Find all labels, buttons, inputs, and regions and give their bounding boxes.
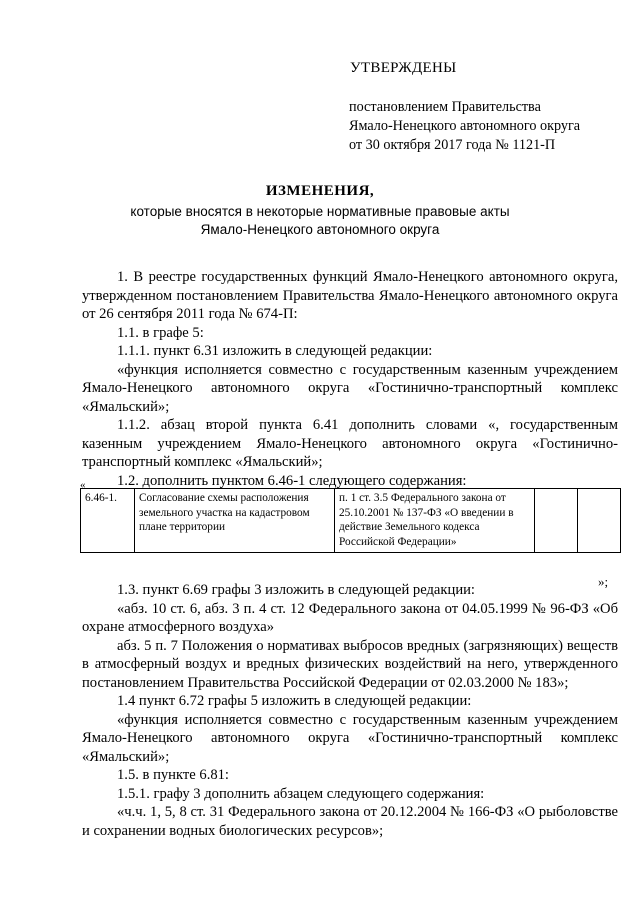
paragraph: 1.5.1. графу 3 дополнить абзацем следующего содержания:: [117, 785, 485, 802]
empty-cell: [578, 489, 621, 553]
item-name-cell: Согласование схемы расположения земельного участка на кадастровом плане территории: [135, 489, 335, 553]
paragraph: 1.3. пункт 6.69 графы 3 изложить в следующей редакции:: [117, 582, 475, 598]
paragraph: 1.1.2. абзац второй пункта 6.41 дополнить словами «, государственным казенным учреждением Ямало-Ненецкого автономного округа «Гостинично-транспортный комплекс «Ямальский»;: [82, 417, 618, 470]
paragraph: «функция исполняется совместно с государственным казенным учреждением Ямало-Ненецкого автономного округа «Гостинично-транспортный комплекс «Ямальский»;: [82, 711, 618, 765]
paragraph: «абз. 10 ст. 6, абз. 3 п. 4 ст. 12 Федерального закона от 04.05.1999 № 96-ФЗ «Об охране атмосферного воздуха»: [82, 600, 618, 635]
subtitle-line: Ямало-Ненецкого автономного округа: [200, 222, 440, 237]
paragraph: «ч.ч. 1, 5, 8 ст. 31 Федерального закона от 20.12.2004 № 166-ФЗ «О рыболовстве и сохранении водных биологических ресурсов»;: [82, 804, 618, 839]
document-subtitle: [0, 203, 640, 239]
table-row: [81, 489, 621, 553]
table-open-quote: «: [80, 479, 86, 491]
paragraph: 1. В реестре государственных функций Ямало-Ненецкого автономного округа, утвержденном постановлением Правительства Ямало-Ненецкого автономного округа от 26 сентября 2011 года № 674-П:: [82, 269, 618, 322]
document-title: ИЗМЕНЕНИЯ,: [265, 183, 375, 199]
paragraph: 1.1. в графе 5:: [117, 324, 204, 341]
body-section-bottom: [82, 581, 618, 840]
inserted-row-table: [80, 488, 621, 553]
item-number-cell: 6.46-1.: [81, 489, 135, 553]
approval-line: от 30 октября 2017 года № 1121-П: [349, 137, 556, 153]
approval-block: [349, 98, 580, 155]
empty-cell: [535, 489, 578, 553]
paragraph: «функция исполняется совместно с государственным казенным учреждением Ямало-Ненецкого автономного округа «Гостинично-транспортный комплекс «Ямальский»;: [82, 361, 618, 415]
paragraph: 1.4 пункт 6.72 графы 5 изложить в следующей редакции:: [117, 693, 472, 709]
paragraph: абз. 5 п. 7 Положения о нормативах выбросов вредных (загрязняющих) веществ в атмосферный воздух и вредных физических воздействий на него, утвержденного постановлением Правительства Российской Федерации от 02.03.2000 № 183»;: [82, 637, 618, 691]
legal-basis-cell: п. 1 ст. 3.5 Федерального закона от 25.10.2001 № 137-ФЗ «О введении в действие Земельного кодекса Российской Федерации»: [335, 489, 535, 553]
approval-line: Ямало-Ненецкого автономного округа: [349, 118, 581, 134]
approval-line: постановлением Правительства: [349, 99, 541, 115]
table-close-quote: »;: [598, 574, 609, 589]
paragraph: 1.5. в пункте 6.81:: [117, 767, 229, 783]
paragraph: 1.1.1. пункт 6.31 изложить в следующей редакции:: [117, 343, 433, 359]
paragraph: 1.2. дополнить пунктом 6.46-1 следующего содержания:: [117, 472, 467, 489]
approval-heading: УТВЕРЖДЕНЫ: [350, 60, 457, 76]
body-section-top: [82, 268, 618, 490]
subtitle-line: которые вносятся в некоторые нормативные правовые акты: [130, 204, 510, 219]
